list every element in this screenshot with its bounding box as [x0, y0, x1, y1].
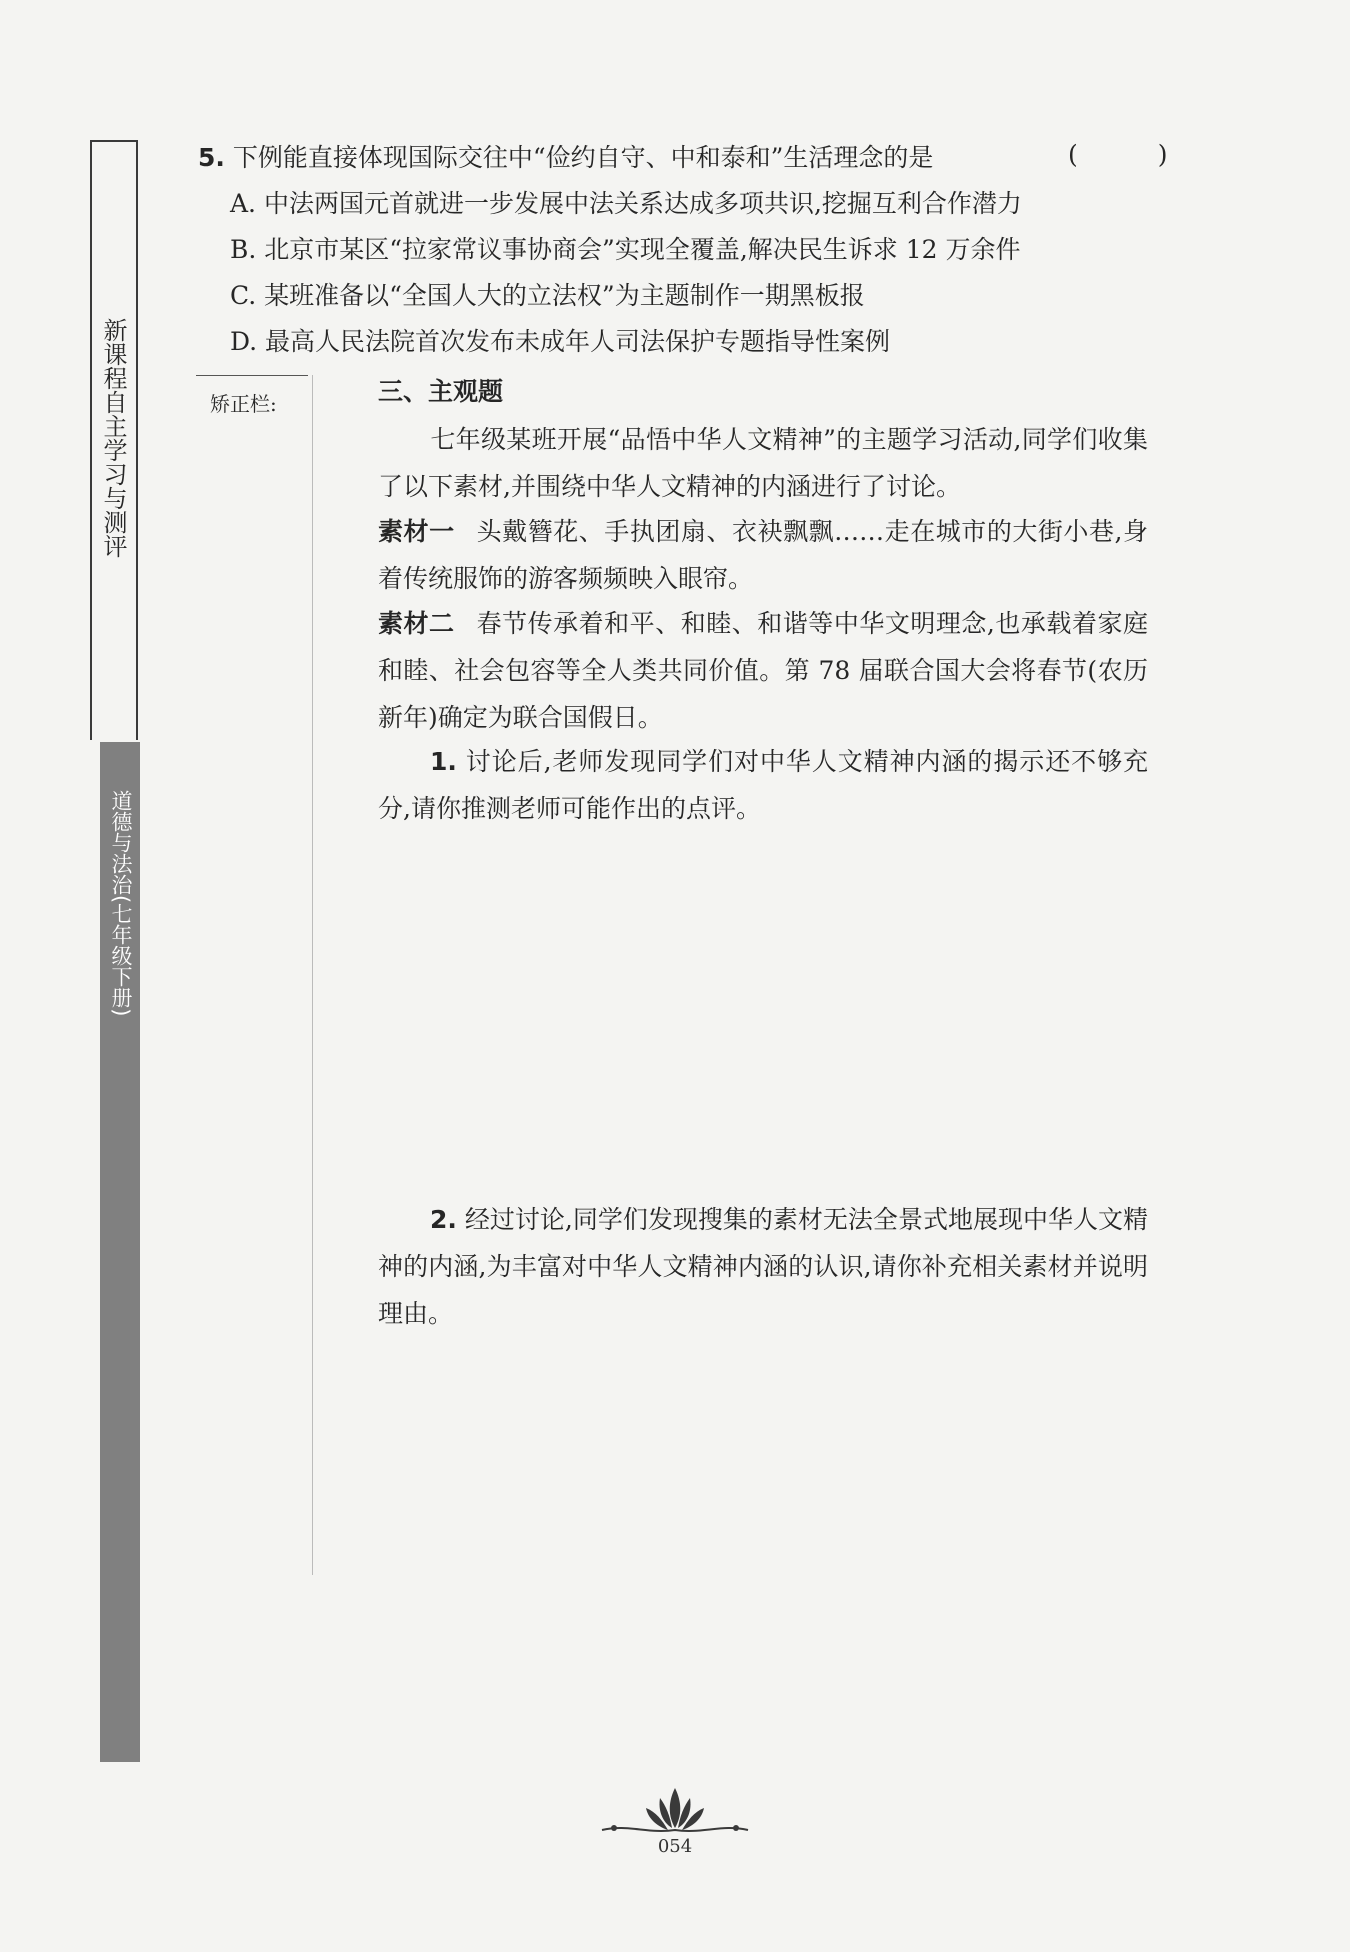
option-c: C. 某班准备以“全国人大的立法权”为主题制作一期黑板报 [230, 281, 865, 310]
option-d: D. 最高人民法院首次发布未成年人司法保护专题指导性案例 [230, 327, 891, 356]
answer-paren: ( ) [1068, 140, 1204, 169]
sidebar-subject-title: 道德与法治(七年级下册) [109, 790, 133, 1017]
question-5-text: 下例能直接体现国际交往中“俭约自守、中和泰和”生活理念的是 [232, 143, 934, 172]
option-a: A. 中法两国元首就进一步发展中法关系达成多项共识,挖掘互利合作潜力 [230, 189, 1022, 218]
correction-column-line [312, 375, 313, 1575]
correction-label: 矫正栏: [210, 392, 277, 416]
material-1 [378, 508, 1148, 602]
material-1-label: 素材一 [378, 517, 455, 546]
intro-text: 七年级某班开展“品悟中华人文精神”的主题学习活动,同学们收集了以下素材,并围绕中华人文精神的内涵进行了讨论。 [378, 425, 1148, 501]
subquestion-2-text: 经过讨论,同学们发现搜集的素材无法全景式地展现中华人文精神的内涵,为丰富对中华人文精神内涵的认识,请你补充相关素材并说明理由。 [378, 1205, 1149, 1328]
material-1-text: 头戴簪花、手执团扇、衣袂飘飘……走在城市的大街小巷,身着传统服饰的游客频频映入眼帘。 [378, 517, 1148, 593]
question-5-number: 5. [198, 143, 225, 172]
subquestion-2-number: 2. [430, 1205, 457, 1234]
subquestion-1-text: 讨论后,老师发现同学们对中华人文精神内涵的揭示还不够充分,请你推测老师可能作出的点评。 [378, 747, 1149, 823]
leaf-ornament-icon [598, 1784, 752, 1838]
intro-paragraph [378, 416, 1148, 510]
material-2-text: 春节传承着和平、和睦、和谐等中华文明理念,也承载着家庭和睦、社会包容等全人类共同价值。第 78 届联合国大会将春节(农历新年)确定为联合国假日。 [378, 609, 1148, 732]
sidebar-book-title: 新课程自主学习与测评 [99, 318, 127, 558]
subquestion-2 [378, 1196, 1148, 1337]
material-2-label: 素材二 [378, 609, 455, 638]
section-heading: 三、主观题 [378, 377, 504, 406]
correction-divider [196, 375, 308, 376]
subquestion-1-number: 1. [430, 747, 457, 776]
material-2 [378, 600, 1148, 741]
question-5-stem [198, 140, 933, 176]
subquestion-1 [378, 738, 1148, 832]
option-b: B. 北京市某区“拉家常议事协商会”实现全覆盖,解决民生诉求 12 万余件 [230, 235, 1021, 264]
page-number: 054 [657, 1836, 693, 1857]
